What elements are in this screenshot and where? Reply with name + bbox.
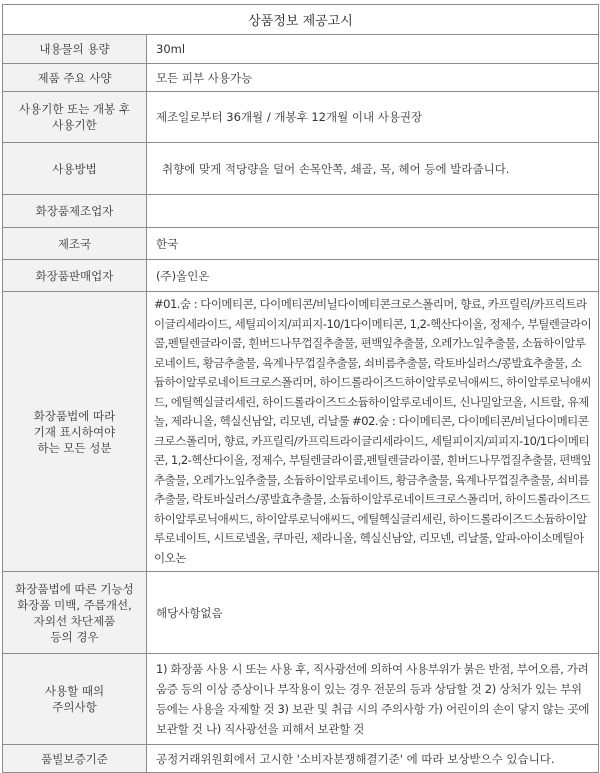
row-manufacturer xyxy=(3,195,599,228)
label-usage: 사용방법 xyxy=(3,143,147,195)
value-ingredients: #01.숨 : 다이메티콘, 다이메티콘/비닐다이메티콘크로스폴리머, 향료, 카프릴릭/카프릭트라이글리세라이드, 세틸피이지/피피지-10/1다이메티콘, 1,2-헥산다이올, 정제수, 부틸렌글라이콜,펜틸렌글라이콜, 흰버드나무껍질추출물, 편백잎추출물, 오레가노잎추출물, 소듐하이알루로네이트, 황금추출물, 육계나무껍질추출물, 쇠비름추출물, 락토바실러스/콩발효추출물, 소듐하이알루로네이트크로스폴리머, 하이드롤라이즈드하이알루로닉애씨드, 하이알루로닉애씨드, 에틸헥실글리세린, 하이드롤라이즈드소듐하이알루로네이트, 신나밀알코올, 시트랄, 유제놀, 제라니올, 헥실신남알, 리모넨, 리날룰 #02.숲 : 다이메티콘, 다이메티콘/비닐다이메티콘크로스폴리머, 향료, 카프릴릭/카프릭트라이글리세라이드, 세틸피이지/피피지-10/1다이메티콘, 1,2-헥산다이올, 정제수, 부틸렌글라이콜,펜틸렌글라이콜, 흰버드나무껍질추출물, 편백잎추출물, 오레가노잎추출물, 소듐하이알루로네이트, 황금추출물, 육계나무껍질추출물, 쇠비름추출물, 락토바실러스/콩발효추출물, 소듐하이알루로네이트크로스폴리머, 하이드롤라이즈드하이알루로닉애씨드, 하이알루로닉애씨드, 에틸헥실글리세린, 하이드롤라이즈드소듐하이알루로네이트, 시트로넬올, 쿠마린, 제라니올, 헥실신남알, 리모넨, 리날룰, 알파-아이소메틸아이오논 xyxy=(147,292,599,572)
row-volume xyxy=(3,35,599,64)
row-ingredients xyxy=(3,292,599,572)
value-caution: 1) 화장품 사용 시 또는 사용 후, 직사광선에 의하여 사용부위가 붉은 반점, 부어오름, 가려움증 등의 이상 증상이나 부작용이 있는 경우 전문의 등과 상담할 것 2) 상처가 있는 부위 등에는 사용을 자제할 것 3) 보관 및 취급 시의 주의사항 가) 어린이의 손이 닿지 않는 곳에 보관할 것 나) 직사광선을 피해서 보관할 것 xyxy=(147,654,599,745)
label-ingredients: 화장품법에 따라 기재 표시하여야 하는 모든 성분 xyxy=(3,292,147,572)
row-functional xyxy=(3,572,599,654)
value-warranty: 공정거래위원회에서 고시한 '소비자분쟁해결기준' 에 따라 보상받으수 있습니다. xyxy=(147,745,599,773)
label-warranty: 품빌보증기준 xyxy=(3,745,147,773)
label-manufacturer: 화장품제조업자 xyxy=(3,195,147,228)
label-seller: 화장품판매업자 xyxy=(3,260,147,292)
label-country: 제조국 xyxy=(3,228,147,260)
row-expiry xyxy=(3,92,599,143)
value-spec: 모든 피부 사용가능 xyxy=(147,64,599,92)
value-expiry: 제조일로부터 36개월 / 개봉후 12개월 이내 사용권장 xyxy=(147,92,599,143)
product-info-table xyxy=(2,4,599,773)
value-usage: 취향에 맞게 적당량을 덜어 손목안쪽, 쇄골, 목, 헤어 등에 발라줍니다. xyxy=(147,143,599,195)
label-functional: 화장품법에 따른 기능성 화장품 미백, 주름개선, 자외선 차단제품 등의 경우 xyxy=(3,572,147,654)
row-spec xyxy=(3,64,599,92)
value-volume: 30ml xyxy=(147,35,599,64)
label-expiry: 사용기한 또는 개봉 후 사용기한 xyxy=(3,92,147,143)
value-manufacturer xyxy=(147,195,599,228)
row-usage xyxy=(3,143,599,195)
value-country: 한국 xyxy=(147,228,599,260)
label-caution: 사용할 때의 주의사항 xyxy=(3,654,147,745)
value-functional: 해당사항없음 xyxy=(147,572,599,654)
label-volume: 내용물의 용량 xyxy=(3,35,147,64)
title-row xyxy=(3,5,599,35)
row-caution xyxy=(3,654,599,745)
row-country xyxy=(3,228,599,260)
value-seller: (주)올인온 xyxy=(147,260,599,292)
table-title: 상품정보 제공고시 xyxy=(3,5,599,35)
row-warranty xyxy=(3,745,599,773)
row-seller xyxy=(3,260,599,292)
label-spec: 제품 주요 사양 xyxy=(3,64,147,92)
